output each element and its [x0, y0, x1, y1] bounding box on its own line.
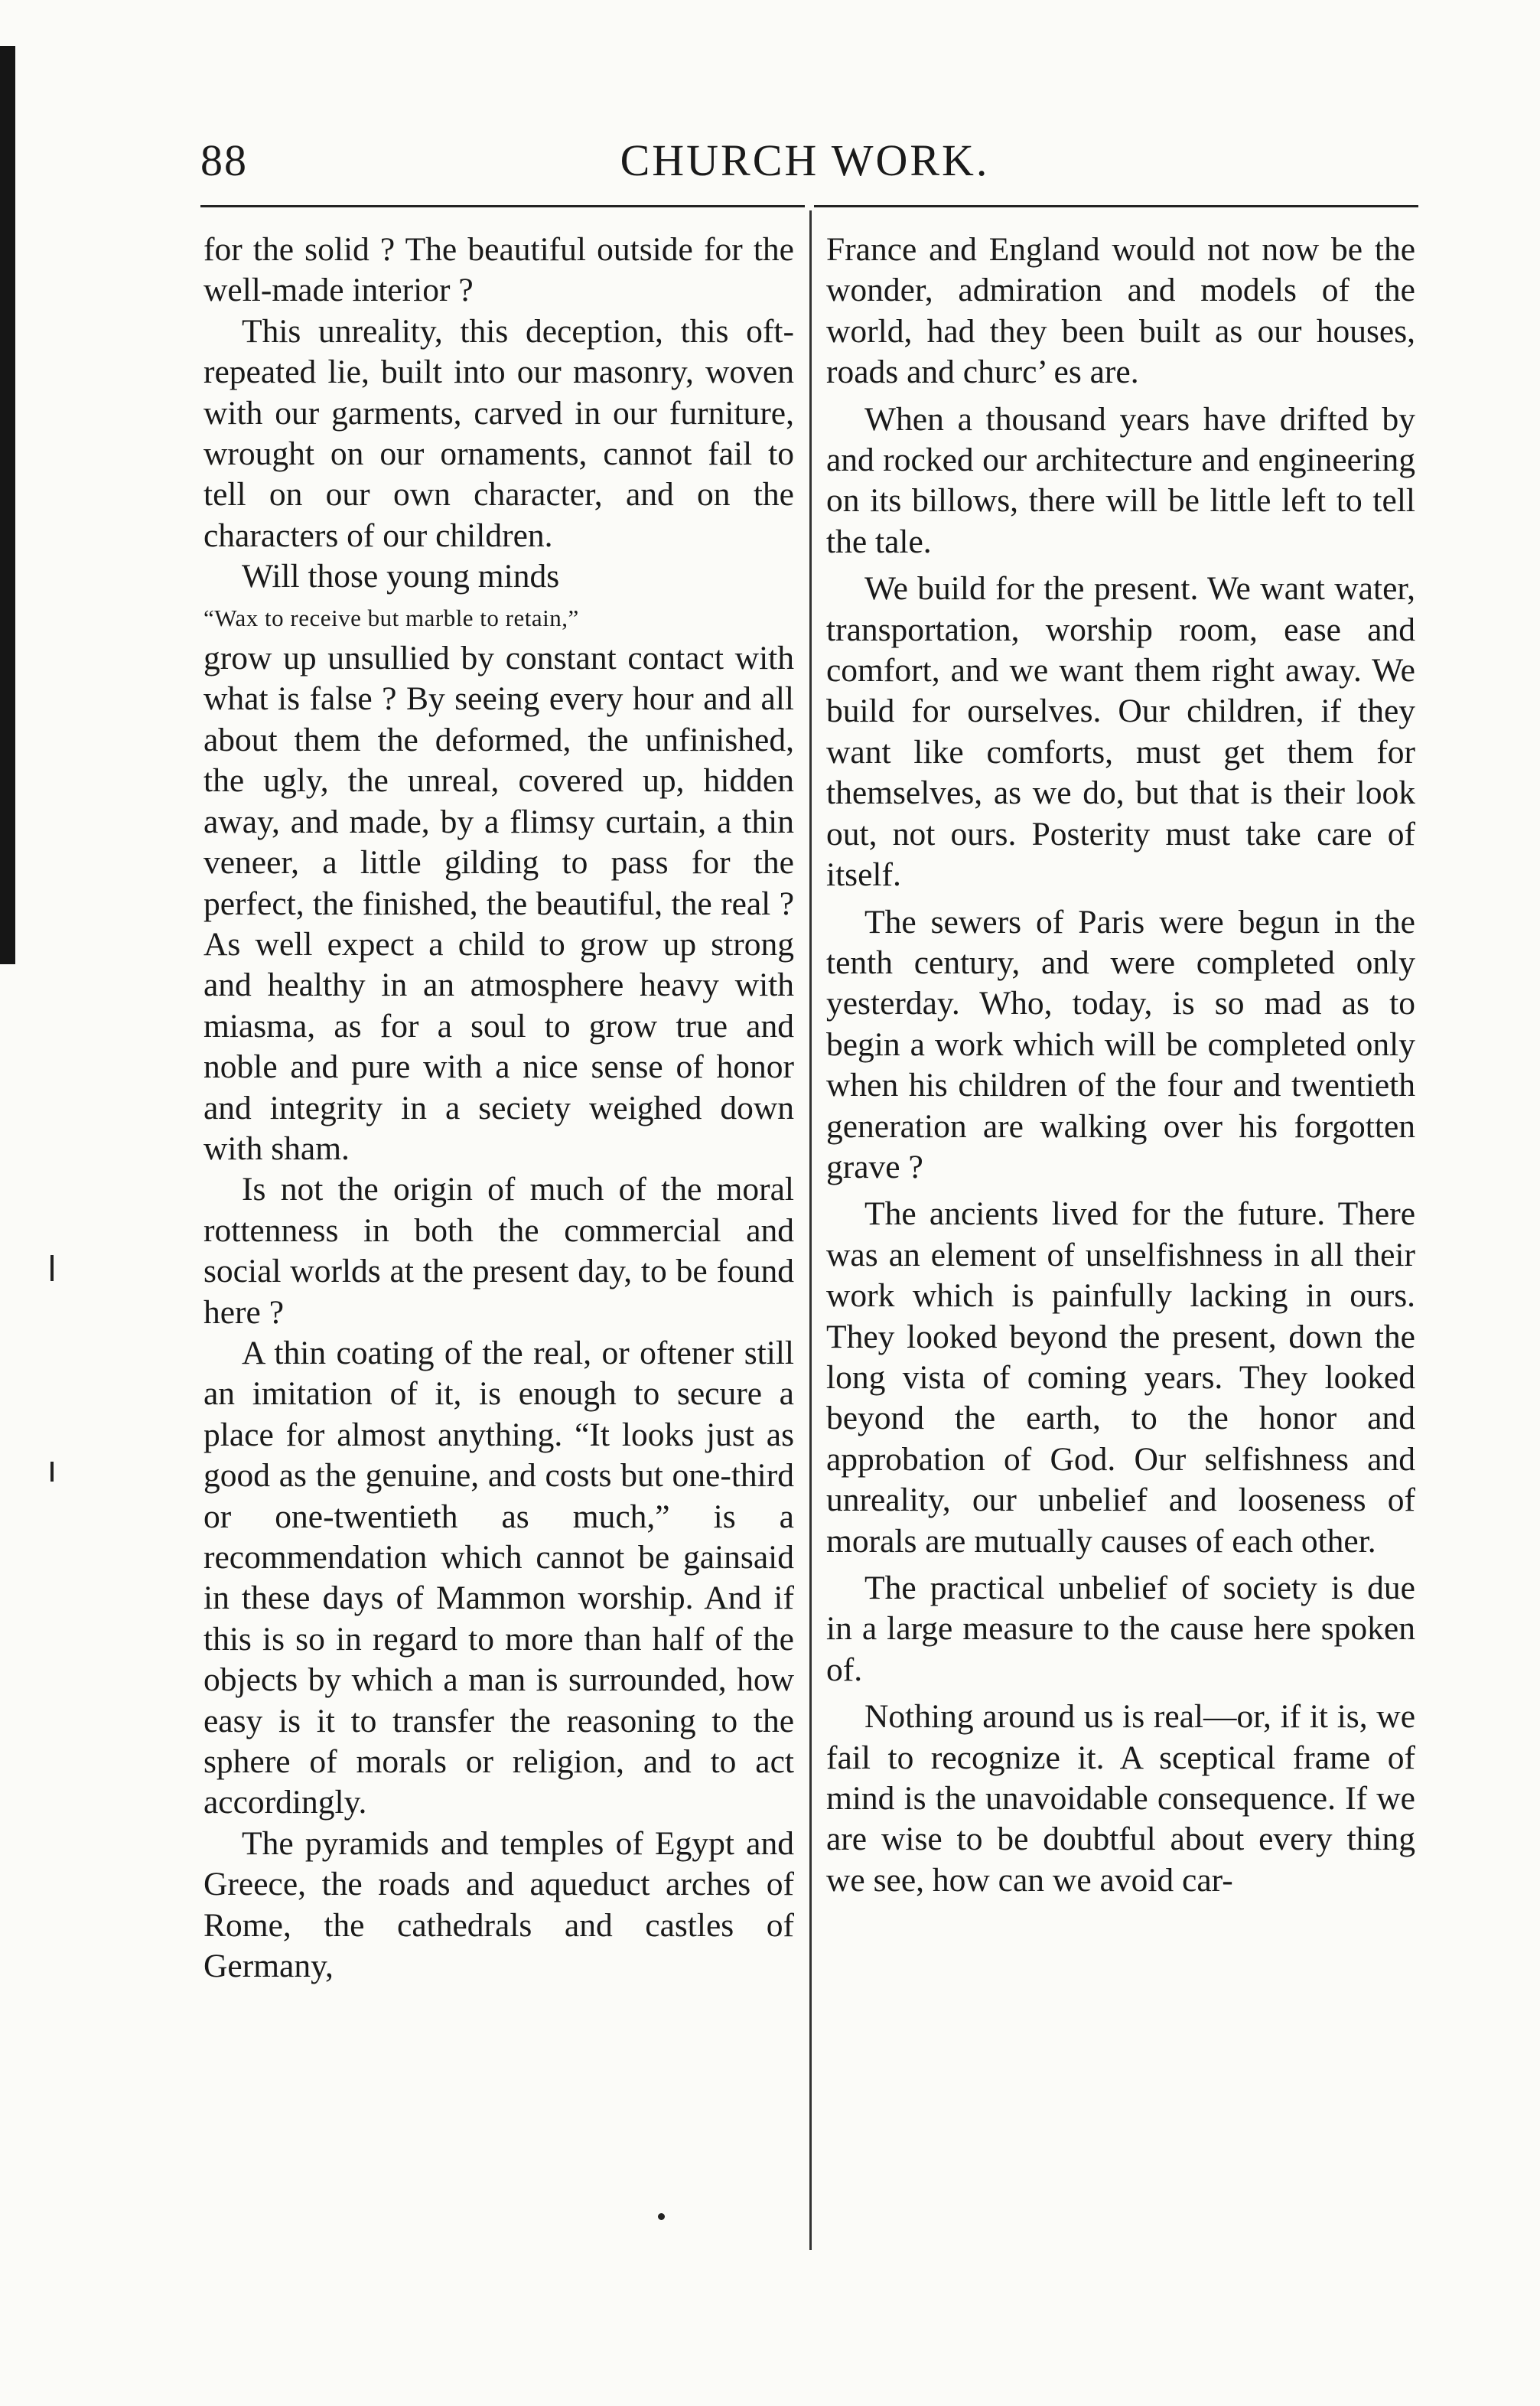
footer-dot [658, 2213, 665, 2220]
column-divider [809, 210, 812, 2250]
header-rule-left [200, 205, 805, 207]
paragraph: The sewers of Paris were begun in the tenth century, and were completed only yesterday. Who, today, is so mad as to begin a work which will be completed only when his children of the four and twentieth generation are walking over his forgotten grave ? [826, 903, 1415, 1185]
paragraph: Will those young minds [242, 558, 560, 595]
paragraph: Nothing around us is real—or, if it is, we fail to recognize it. A sceptical frame of mind is the unavoidable consequence. If we are wise to be doubtful about every thing we see, how can we avoid car- [826, 1698, 1415, 1899]
paragraph: for the solid ? The beautiful outside for the well-made interior ? [203, 231, 794, 309]
header-rule-right [814, 205, 1418, 207]
running-title: CHURCH WORK. [620, 135, 990, 185]
paragraph: The pyramids and temples of Egypt and Greece, the roads and aqueduct arches of Rome, the cathedrals and castles of Germany, [203, 1824, 794, 1985]
left-column [203, 230, 794, 1987]
paragraph: Is not the origin of much of the moral rottenness in both the commercial and social worlds at the present day, to be found here ? [203, 1171, 794, 1331]
paragraph: A thin coating of the real, or oftener still an imitation of it, is enough to secure a place for almost anything. “It looks just as good as the genuine, and costs but one-third or one-twentieth as much,” is a recommendation which cannot be gainsaid in these days of Mammon worship. And if this is so in regard to more than half of the objects by which a man is surrounded, how easy is it to transfer the reasoning to the sphere of morals or religion, and to act accordingly. [203, 1334, 794, 1821]
scan-edge-mark [50, 1255, 54, 1281]
paragraph: The ancients lived for the future. There was an element of unselfishness in all their work which is painfully lacking in ours. They looked beyond the present, down the long vista of coming years. They looked beyond the earth, to the honor and approbation of God. Our selfishness and unreality, our unbelief and looseness of morals are mutually causes of each other. [826, 1195, 1415, 1560]
page-number: 88 [200, 135, 248, 185]
scan-edge-mark [50, 1462, 54, 1482]
paragraph: grow up unsullied by constant contact with what is false ? By seeing every hour and all about them the deformed, the unfinished, the ugly, the unreal, covered up, hidden away, and made, by a flimsy curtain, a thin veneer, a little gilding to pass for the perfect, the finished, the beautiful, the real ? As well expect a child to grow up strong and healthy in an atmosphere heavy with miasma, as for a soul to grow true and noble and pure with a nice sense of honor and integrity in a seciety weighed down with sham. [203, 640, 794, 1167]
paragraph: When a thousand years have drifted by and rocked our architecture and engineering on its billows, there will be little left to tell the tale. [826, 400, 1415, 560]
paragraph: France and England would not now be the wonder, admiration and models of the world, had they been built as our houses, roads and churc’ es are. [826, 231, 1415, 391]
paragraph: The practical unbelief of society is due in a large measure to the cause here spoken of. [826, 1570, 1415, 1688]
scan-edge-bar [0, 46, 15, 964]
right-column [826, 230, 1415, 1901]
paragraph: We build for the present. We want water, transportation, worship room, ease and comfort, and we want them right away. We build for ourselves. Our children, if they want like comforts, must get them for themselves, as we do, but that is their look out, not ours. Posterity must take care of itself. [826, 570, 1415, 894]
page-header [200, 130, 1409, 191]
quotation: “Wax to receive but marble to retain,” [203, 604, 579, 631]
paragraph: This unreality, this deception, this oft-repeated lie, built into our masonry, woven with our garments, carved in our furniture, wrought on our ornaments, cannot fail to tell on our own character, and on the characters of our children. [203, 312, 794, 554]
